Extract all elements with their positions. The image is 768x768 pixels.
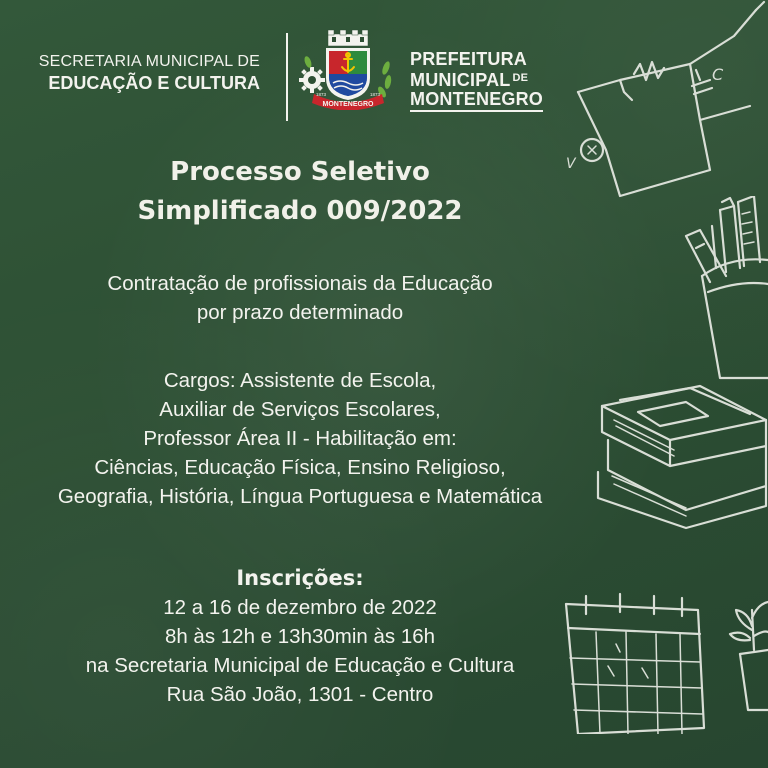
- crest-banner-text: MONTENEGRO: [322, 101, 374, 108]
- description: [0, 269, 600, 327]
- books-stack-doodle: [590, 380, 768, 530]
- positions-line4: Ciências, Educação Física, Ensino Religioso,: [94, 456, 506, 479]
- calendar-doodle: [556, 584, 706, 734]
- title-line1: Processo Seletivo: [170, 157, 430, 187]
- registration-address: Rua São João, 1301 - Centro: [166, 683, 434, 706]
- secretaria-header: [30, 52, 260, 94]
- description-line2: por prazo determinado: [196, 301, 404, 324]
- registration-place: na Secretaria Municipal de Educação e Cultura: [85, 654, 515, 677]
- positions-line2: Auxiliar de Serviços Escolares,: [159, 398, 441, 421]
- registration-hours: 8h às 12h e 13h30min às 16h: [164, 625, 436, 648]
- gear-icon: [299, 67, 325, 93]
- circuit-label-c: C: [712, 65, 724, 84]
- positions-line5: Geografia, História, Língua Portuguesa e Matemática: [57, 485, 543, 508]
- secretaria-line2: EDUCAÇÃO E CULTURA: [48, 73, 260, 93]
- registration-dates: 12 a 16 de dezembro de 2022: [163, 596, 437, 619]
- prefeitura-line2-text: MUNICIPAL: [410, 70, 511, 90]
- prefeitura-header: [410, 50, 550, 112]
- description-line1: Contratação de profissionais da Educação: [107, 272, 493, 295]
- plant-pot-doodle: [724, 590, 768, 730]
- registration-heading: Inscrições:: [236, 566, 364, 590]
- header-divider: [286, 33, 288, 121]
- crest-year-right: 1873: [370, 92, 381, 97]
- title-line2: Simplificado 009/2022: [137, 196, 463, 226]
- prefeitura-line2: [410, 69, 550, 90]
- crest-year-left: 1873: [316, 92, 327, 97]
- positions-line3: Professor Área II - Habilitação em:: [143, 427, 457, 450]
- prefeitura-line3: MONTENEGRO: [410, 90, 543, 112]
- circuit-diagram-doodle: [560, 0, 768, 200]
- montenegro-crest-logo: [298, 28, 398, 110]
- pencil-cup-doodle: [680, 196, 768, 386]
- page-title: [0, 153, 600, 231]
- secretaria-line1: SECRETARIA MUNICIPAL DE: [38, 53, 260, 70]
- prefeitura-line2-suffix: DE: [512, 72, 529, 84]
- prefeitura-line1: PREFEITURA: [410, 49, 528, 69]
- positions-line1: Cargos: Assistente de Escola,: [163, 369, 437, 392]
- registration-info: [0, 593, 600, 709]
- positions-list: [0, 366, 600, 511]
- circuit-label-v: V: [566, 156, 576, 172]
